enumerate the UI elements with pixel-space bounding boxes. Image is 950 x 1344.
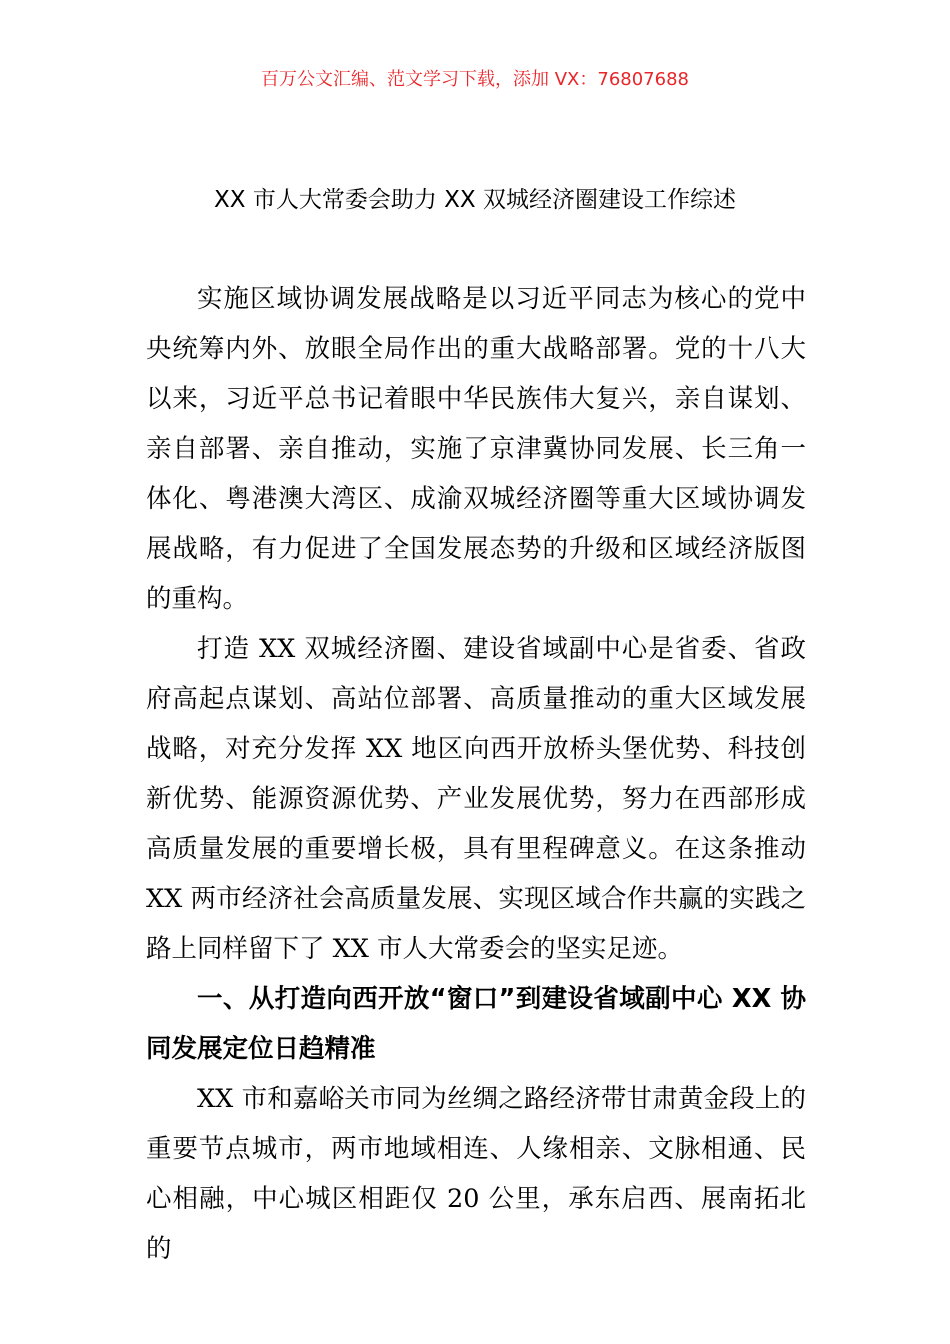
document-body xyxy=(146,274,806,1274)
paragraph-section-1: XX 市和嘉峪关市同为丝绸之路经济带甘肃黄金段上的重要节点城市，两市地域相连、人缘相亲、文脉相通、民心相融，中心城区相距仅 20 公里，承东启西、展南拓北的 xyxy=(146,1084,806,1264)
paragraph-strategy: 打造 XX 双城经济圈、建设省域副中心是省委、省政府高起点谋划、高站位部署、高质量推动的重大区域发展战略，对充分发挥 XX 地区向西开放桥头堡优势、科技创新优势、能源资源优势、产业发展优势，努力在西部形成高质量发展的重要增长极，具有里程碑意义。在这条推动 XX 两市经济社会高质量发展、实现区域合作共赢的实践之路上同样留下了 XX 市人大常委会的坚实足迹。 xyxy=(146,634,806,964)
paragraph-intro: 实施区域协调发展战略是以习近平同志为核心的党中央统筹内外、放眼全局作出的重大战略部署。党的十八大以来，习近平总书记着眼中华民族伟大复兴，亲自谋划、亲自部署、亲自推动，实施了京津冀协同发展、长三角一体化、粤港澳大湾区、成渝双城经济圈等重大区域协调发展战略，有力促进了全国发展态势的升级和区域经济版图的重构。 xyxy=(146,284,806,614)
document-title: XX 市人大常委会助力 XX 双城经济圈建设工作综述 xyxy=(214,187,736,213)
section-heading-1: 一、从打造向西开放“窗口”到建设省域副中心 XX 协同发展定位日趋精准 xyxy=(146,984,806,1064)
header-banner: 百万公文汇编、范文学习下载，添加 VX：76807688 xyxy=(261,69,689,90)
